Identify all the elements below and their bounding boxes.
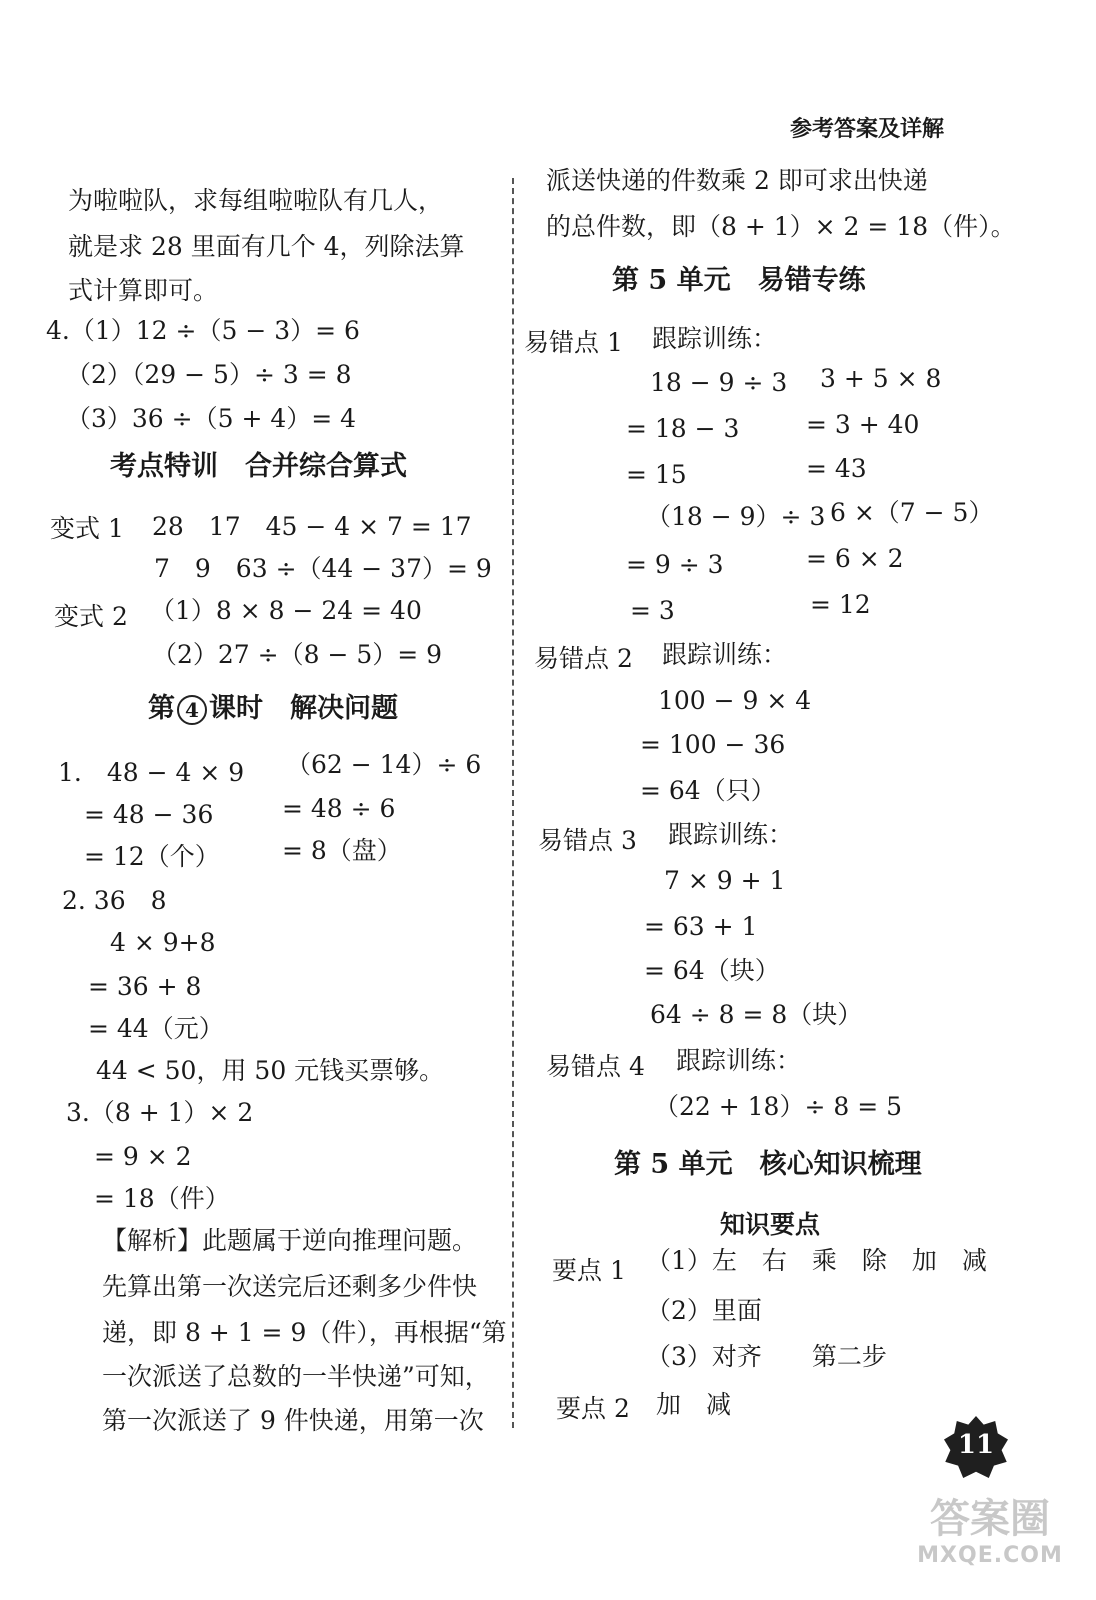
q1-a-line-2: = 48 − 36 <box>84 800 214 829</box>
ep3-line-2: = 63 + 1 <box>644 912 758 941</box>
variant-1-line-1: 28 17 45 − 4 × 7 = 17 <box>152 512 472 541</box>
intro-line-2: 就是求 28 里面有几个 4，列除法算 <box>68 232 465 261</box>
ep2-line-3: = 64（只） <box>640 776 776 805</box>
cont-line-2: 的总件数，即（8 + 1）× 2 = 18（件）。 <box>546 212 1016 241</box>
q2-line-5: 44 < 50，用 50 元钱买票够。 <box>96 1056 445 1085</box>
q2-line-2: 4 × 9+8 <box>110 928 216 957</box>
section-title-lesson <box>148 694 398 725</box>
q1-b-line-2: = 48 ÷ 6 <box>282 794 396 823</box>
ep2-line-2: = 100 − 36 <box>640 730 786 759</box>
variant-2-line-1: （1）8 × 8 − 24 = 40 <box>150 596 422 625</box>
ep3-line-1: 7 × 9 + 1 <box>664 866 786 895</box>
ep1-b-line-3: = 43 <box>806 454 867 483</box>
q1-a-line-1: 1. 48 − 4 × 9 <box>58 758 245 787</box>
kp2-line-1: 加 减 <box>656 1390 732 1419</box>
page-header: 参考答案及详解 <box>790 116 945 142</box>
ep1-d-line-2: = 6 × 2 <box>806 544 904 573</box>
variant-2-line-2: （2）27 ÷（8 − 5）= 9 <box>152 640 443 669</box>
section-title-errors: 第 5 单元 易错专练 <box>612 265 866 296</box>
intro-line-3: 式计算即可。 <box>68 276 219 305</box>
error-point-3-track: 跟踪训练： <box>668 820 794 849</box>
q4-line-3: （3）36 ÷（5 + 4）= 4 <box>66 404 357 433</box>
page-number: 11 <box>957 1430 995 1460</box>
ep1-d-line-3: = 12 <box>810 590 871 619</box>
analysis-line-3: 递，即 8 + 1 = 9（件），再根据“第 <box>102 1318 507 1347</box>
ep2-line-1: 100 − 9 × 4 <box>658 686 812 715</box>
analysis-line-1: 【解析】此题属于逆向推理问题。 <box>102 1226 478 1255</box>
q3-line-1: 3.（8 + 1）× 2 <box>66 1098 254 1127</box>
q2-line-1: 2. 36 8 <box>62 886 167 915</box>
analysis-line-4: 一次派送了总数的一半快递”可知， <box>102 1362 490 1391</box>
q4-line-1: 4.（1）12 ÷（5 − 3）= 6 <box>46 316 360 345</box>
ep1-c-line-1: （18 − 9）÷ 3 <box>646 502 826 531</box>
error-point-3-label: 易错点 3 <box>538 826 637 855</box>
ep3-line-4: 64 ÷ 8 = 8（块） <box>650 1000 863 1029</box>
variant-2-label: 变式 2 <box>54 602 128 631</box>
key-point-1-label: 要点 1 <box>552 1256 626 1285</box>
ep3-line-3: = 64（块） <box>644 956 780 985</box>
kp1-line-3: （3）对齐 第二步 <box>646 1342 887 1371</box>
ep1-b-line-2: = 3 + 40 <box>806 410 920 439</box>
watermark <box>900 1496 1080 1570</box>
ep4-line-1: （22 + 18）÷ 8 = 5 <box>654 1092 903 1121</box>
q1-b-line-1: （62 − 14）÷ 6 <box>286 750 482 779</box>
q1-b-line-3: = 8（盘） <box>282 836 402 865</box>
ep1-a-line-3: = 15 <box>626 460 687 489</box>
error-point-4-track: 跟踪训练： <box>676 1046 802 1075</box>
ep1-d-line-1: 6 ×（7 − 5） <box>830 498 994 527</box>
q3-line-3: = 18（件） <box>94 1184 230 1213</box>
kp1-line-1: （1）左 右 乘 除 加 减 <box>646 1246 987 1275</box>
error-point-1-label: 易错点 1 <box>524 328 623 357</box>
watermark-logo-text: 答案圈 <box>930 1496 1050 1542</box>
error-point-2-track: 跟踪训练： <box>662 640 788 669</box>
ep1-c-line-3: = 3 <box>630 596 675 625</box>
section-title-knowledge: 第 5 单元 核心知识梳理 <box>614 1149 922 1180</box>
q1-a-line-3: = 12（个） <box>84 842 220 871</box>
intro-line-1: 为啦啦队，求每组啦啦队有几人， <box>68 186 444 215</box>
q4-line-2: （2）（29 − 5）÷ 3 = 8 <box>66 360 352 389</box>
analysis-line-2: 先算出第一次送完后还剩多少件快 <box>102 1272 478 1301</box>
variant-1-label: 变式 1 <box>50 514 124 543</box>
key-point-2-label: 要点 2 <box>556 1394 630 1423</box>
error-point-4-label: 易错点 4 <box>546 1052 645 1081</box>
q3-line-2: = 9 × 2 <box>94 1142 192 1171</box>
kp1-line-2: （2）里面 <box>646 1296 762 1325</box>
q2-line-4: = 44（元） <box>88 1014 224 1043</box>
error-point-2-label: 易错点 2 <box>534 644 633 673</box>
section-title-merge: 考点特训 合并综合算式 <box>110 451 407 482</box>
subsection-title-key-points: 知识要点 <box>720 1210 821 1239</box>
analysis-line-5: 第一次派送了 9 件快递，用第一次 <box>102 1406 484 1435</box>
ep1-a-line-1: 18 − 9 ÷ 3 <box>650 368 788 397</box>
cont-line-1: 派送快递的件数乘 2 即可求出快递 <box>546 166 928 195</box>
lesson-prefix: 第 <box>148 693 175 724</box>
q2-line-3: = 36 + 8 <box>88 972 202 1001</box>
watermark-url: MXQE.COM <box>917 1543 1063 1568</box>
error-point-1-track: 跟踪训练： <box>652 324 778 353</box>
ep1-c-line-2: = 9 ÷ 3 <box>626 550 724 579</box>
lesson-number-circle: 4 <box>177 695 207 725</box>
lesson-suffix: 课时 解决问题 <box>209 693 398 724</box>
column-divider <box>512 178 514 1428</box>
ep1-a-line-2: = 18 − 3 <box>626 414 740 443</box>
variant-1-line-2: 7 9 63 ÷（44 − 37）= 9 <box>154 554 492 583</box>
ep1-b-line-1: 3 + 5 × 8 <box>820 364 942 393</box>
